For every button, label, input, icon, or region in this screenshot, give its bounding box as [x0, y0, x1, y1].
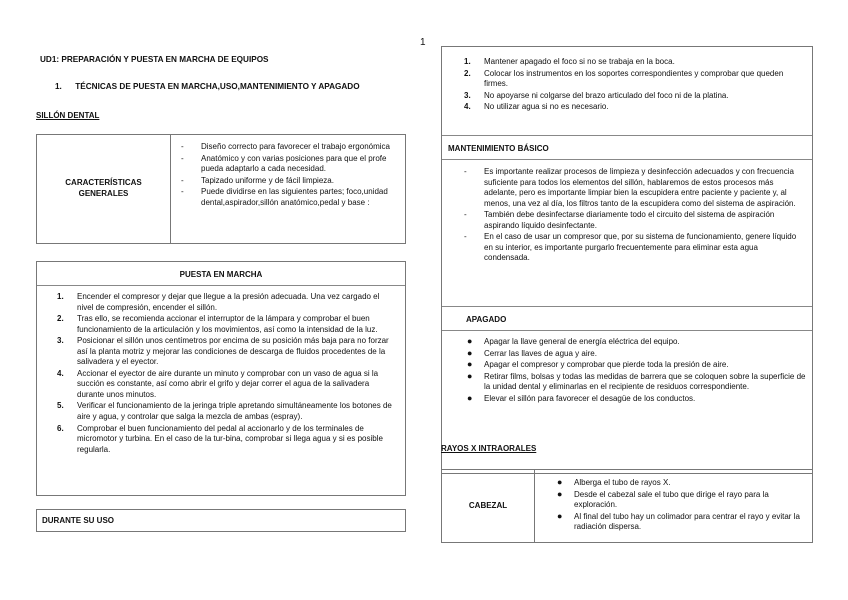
puesta-en-marcha-box	[36, 261, 406, 496]
cabezal-list	[557, 477, 806, 534]
list-item: - Anatómico y con varias posiciones para que el profe pueda adaptarlo a cada necesidad.	[181, 153, 387, 174]
mantenimiento-list	[464, 167, 804, 265]
cabezal-table	[441, 469, 813, 543]
list-item: - También debe desinfectarse diariamente todo el circuito del sistema de aspiración aspirando líquido desinfectante.	[464, 210, 775, 230]
cabezal-label: CABEZAL	[468, 500, 508, 510]
list-item: ● Elevar el sillón para favorecer el desagüe de los conductos.	[467, 392, 696, 403]
list-item: 4. Accionar el eyector de aire durante un minuto y comprobar con un vaso de agua si la succión es constante, así como abrir el grifo y dejar correr el agua de la salivadera durante unos minutos.	[57, 368, 379, 399]
divider	[37, 285, 405, 286]
sillon-heading: SILLÓN DENTAL	[36, 111, 100, 120]
caracteristicas-label: CARACTERÍSTICAS GENERALES	[65, 178, 142, 198]
caracteristicas-label-cell	[37, 135, 170, 243]
apagado-title: APAGADO	[466, 315, 507, 324]
caracteristicas-list	[181, 142, 397, 209]
rayos-heading: RAYOS X INTRAORALES	[441, 444, 537, 453]
right-column-box	[441, 46, 813, 474]
list-item: ● Cerrar las llaves de agua y aire.	[467, 347, 597, 358]
list-item: 1. Encender el compresor y dejar que llegue a la presión adecuada. Una vez cargado el nivel de compresión, encender el sillón.	[57, 292, 380, 312]
uso-list	[464, 57, 802, 114]
list-item: ● Apagar la llave general de energía eléctrica del equipo.	[467, 336, 680, 346]
divider	[442, 330, 812, 331]
list-item: 3. Posicionar el sillón unos centímetros por encima de su posición más baja para no forzar así la planta motriz y mejorar las condiciones de descarga de fluidos procedentes de la salivadera y el eyector.	[57, 336, 389, 367]
section-title	[55, 82, 360, 93]
puesta-en-marcha-list	[57, 292, 395, 456]
list-item: ● Retirar films, bolsas y todas las medidas de barrera que se coloquen sobre la superficie de la unidad dental y eliminarlas en el recipiente de residuos correspondiente.	[467, 370, 806, 392]
puesta-en-marcha-title: PUESTA EN MARCHA	[179, 270, 263, 279]
list-item: 6. Comprobar el buen funcionamiento del pedal al accionarlo y de los terminales de micromotor y turbina. En el caso de la tur-bina, comprobar si llega agua y si es posible regularla.	[57, 423, 383, 454]
list-item: - Diseño correcto para favorecer el trabajo ergonómica	[181, 142, 390, 151]
table-divider	[170, 135, 171, 243]
list-item: - Puede dividirse en las siguientes partes; foco,unidad dental,aspirador,sillón anatómico,pedal y base :	[181, 187, 388, 207]
list-item: 1. Mantener apagado el foco si no se trabaja en la boca.	[464, 57, 675, 66]
section-label: TÉCNICAS DE PUESTA EN MARCHA,USO,MANTENIMIENTO Y APAGADO	[75, 82, 360, 91]
apagado-list	[467, 336, 806, 405]
list-item: 2. Tras ello, se recomienda accionar el interruptor de la lámpara y comprobar el buen funcionamiento de la articulación y los movimientos, así como la intensidad de la luz.	[57, 314, 378, 334]
document-title: UD1: PREPARACIÓN Y PUESTA EN MARCHA DE EQUIPOS	[40, 55, 269, 64]
page-number: 1	[420, 37, 426, 48]
durante-su-uso-box	[36, 509, 406, 532]
durante-su-uso-title: DURANTE SU USO	[42, 516, 115, 525]
list-item: ● Desde el cabezal sale el tubo que dirige el rayo para la exploración.	[557, 488, 769, 510]
list-item: ● Al final del tubo hay un colimador para centrar el rayo y evitar la radiación dispersa.	[557, 510, 800, 532]
divider	[442, 159, 812, 160]
list-item: - Es importante realizar procesos de limpieza y desinfección adecuados y con frecuencia suficiente para todos los elementos del sillón, hablaremos de estos procesos más adelante, pero es importante limpiar bien la escupidera entre paciente y paciente y, al menos, una vez al día, los filtros tanto de la escupidera como del sistema de aspiración.	[464, 167, 796, 208]
mantenimiento-title: MANTENIMIENTO BÁSICO	[448, 144, 549, 153]
list-item: 3. No apoyarse ni colgarse del brazo articulado del foco ni de la platina.	[464, 90, 729, 100]
divider	[442, 135, 812, 136]
list-item: ● Alberga el tubo de rayos X.	[557, 477, 671, 487]
list-item: 4. No utilizar agua si no es necesario.	[464, 102, 609, 112]
caracteristicas-table	[36, 134, 406, 244]
list-item: 5. Verificar el funcionamiento de la jeringa triple apretando simultáneamente los botones de aire y agua, y controlar que salga la mezcla de ambas (espray).	[57, 401, 392, 422]
list-item: ● Apagar el compresor y comprobar que pierde toda la presión de aire.	[467, 359, 729, 370]
section-number: 1.	[55, 82, 62, 91]
list-item: - En el caso de usar un compresor que, por su sistema de funcionamiento, genere líquido en su interior, es importante purgarlo frecuentemente para eliminar esta agua condensada.	[464, 232, 797, 263]
table-divider	[534, 470, 535, 542]
list-item: - Tapizado uniforme y de fácil limpieza.	[181, 175, 334, 185]
divider	[442, 306, 812, 307]
list-item: 2. Colocar los instrumentos en los soportes correspondientes y comprobar que queden firmes.	[464, 68, 784, 89]
